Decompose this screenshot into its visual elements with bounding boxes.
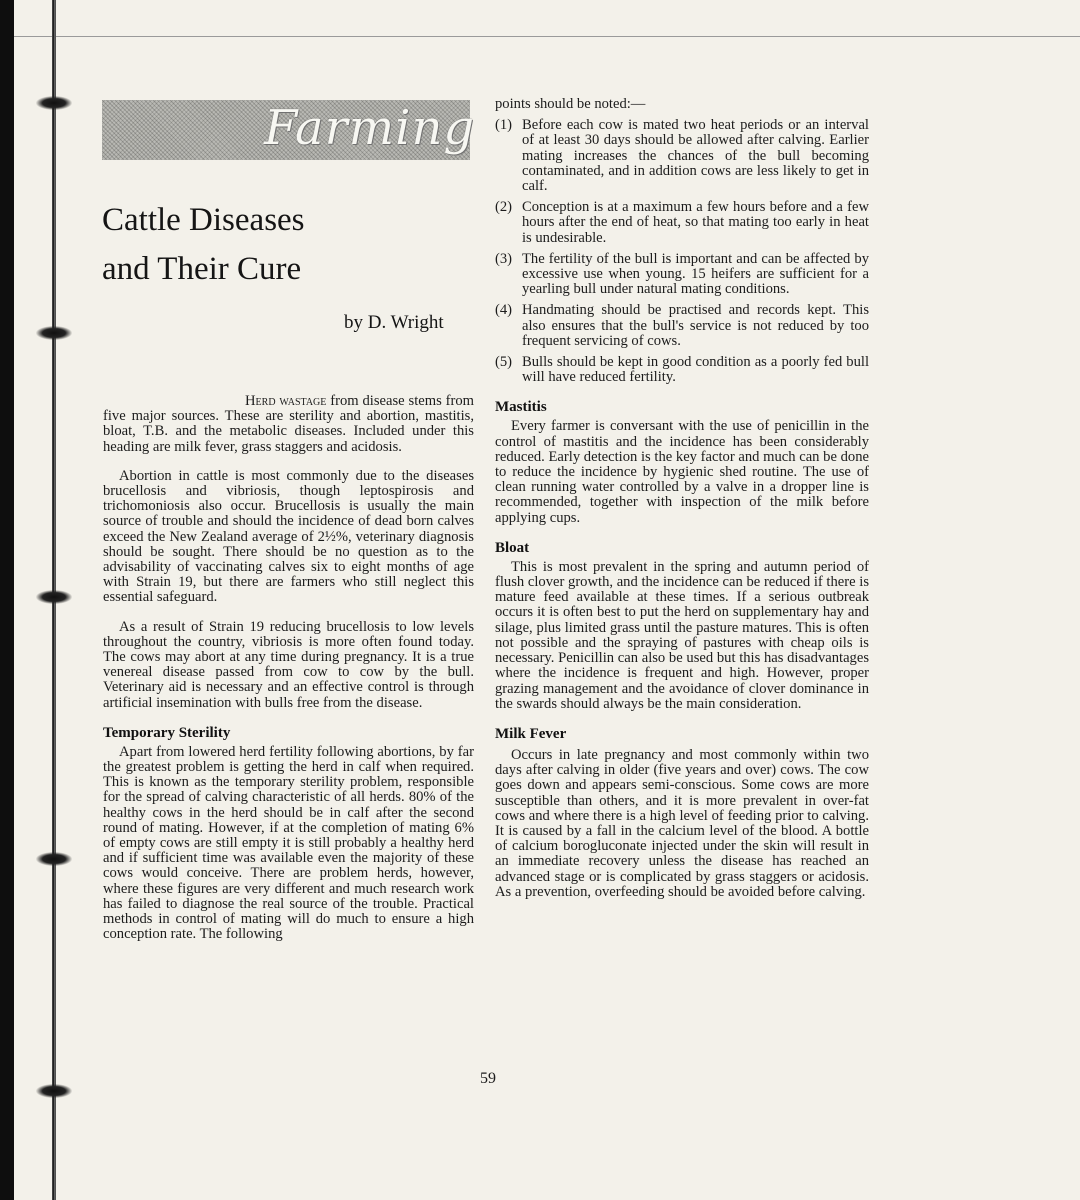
article-title-line-1: Cattle Diseases (102, 202, 305, 238)
heading-temporary-sterility: Temporary Sterility (103, 724, 231, 741)
section-label: Farming (264, 100, 476, 156)
list-item (495, 252, 869, 298)
binding-staple-icon (36, 96, 72, 110)
paragraph-abortion: Abortion in cattle is most commonly due to the diseases brucellosis and vibriosis, though leptospirosis and trichomoniosis also occur. Brucellosis is usually the main source of trouble and should the incidence of dead born calves exceed the New Zealand average of 2½%, veterinary diagnosis should be sought. There should be no question as to the advisability of vaccinating calves six to eight months of age with Strain 19, but there are farmers who still neglect this essential safeguard. (103, 467, 474, 606)
binding-staple-icon (36, 852, 72, 866)
article-title-line-2: and Their Cure (102, 251, 302, 287)
list-item-number: (3) (495, 250, 513, 267)
binding-staple-icon (36, 1084, 72, 1098)
paragraph-sterility: Apart from lowered herd fertility following abortions, by far the greatest problem is getting the herd in calf when required. This is known as the temporary sterility problem, responsible for the spread of calving characteristic of all herds. 80% of the healthy cows in the herd should be in calf after the second round of mating. However, if at the completion of mating 6% of empty cows are still empty it is still probably a healthy herd and if sufficient time was available even the majority of these cows would conceive. There are problem herds, however, where these figures are very different and much research work has failed to diagnose the real source of the trouble. Practical methods in control of mating will do much to ensure a high conception rate. The following (103, 743, 474, 943)
left-column (103, 394, 474, 943)
binding-spine (32, 0, 76, 1200)
list-item-text: Before each cow is mated two heat periods or an interval of at least 30 days should be allowed after calving. Earlier mating increases the chances of the bull becoming contaminated, and in addition cows are less likely to get in calf. (522, 117, 869, 195)
page-number: 59 (480, 1070, 496, 1087)
list-item-text: Handmating should be practised and records kept. This also ensures that the bull's service is not reduced by too frequent servicing of cows. (522, 302, 869, 349)
list-item-text: The fertility of the bull is important and can be affected by excessive use when young. 15 heifers are sufficient for a yearling bull under natural mating conditions. (522, 250, 869, 298)
points-intro: points should be noted:— (495, 96, 646, 112)
list-item (495, 200, 869, 246)
points-list (495, 118, 869, 385)
list-item-number: (2) (495, 199, 513, 216)
list-item (495, 303, 869, 349)
lead-text: from disease stems from five major sources. These are sterility and abortion, mastitis, bloat, T.B. and the metabolic diseases. Included under this heading are milk fever, grass staggers and acidosis. (103, 393, 474, 455)
top-rule (14, 36, 1080, 37)
article-title (102, 196, 482, 294)
lead-paragraph (103, 394, 474, 455)
list-item-number: (1) (495, 117, 513, 134)
paragraph-bloat: This is most prevalent in the spring and autumn period of flush clover growth, and the incidence can be reduced if there is mature feed available at these times. If a serious outbreak occurs it is often best to put the herd on supplementary hay and silage, plus limited grass until the pasture matures. This is often not possible and the spraying of pastures with cheap oils is necessary. Penicillin can also be used but this has disadvantages where the incidence is frequent and high. However, proper grazing management and the avoidance of clover dominance in the swards should always be the main consideration. (495, 558, 869, 712)
list-item (495, 355, 869, 385)
paragraph-milk-fever: Occurs in late pregnancy and most commonly within two days after calving in older (five years and over) cows. The cow goes down and appears semi-conscious. Some cows are more susceptible than others, and it is more prevalent in over-fat cows and where there is a high level of feeding prior to calving. It is caused by a fall in the calcium level of the blood. A bottle of calcium borogluconate injected under the skin will result in an immediate recovery unless the disease has reached an advanced stage or is complicated by grass staggers or acidosis. As a prevention, overfeeding should be avoided before calving. (495, 746, 869, 900)
magazine-page (14, 0, 1080, 1200)
heading-mastitis: Mastitis (495, 399, 547, 416)
list-item-number: (4) (495, 302, 513, 319)
list-item-text: Bulls should be kept in good condition as a poorly fed bull will have reduced fertility. (522, 354, 869, 386)
paragraph-mastitis: Every farmer is conversant with the use of penicillin in the control of mastitis and the incidence has been considerably reduced. Early detection is the key factor and much can be done to reduce the incidence by hygienic shed routine. The use of clean running water controlled by a valve in a dropper line is recommended, together with inspection of the milk before applying cups. (495, 418, 869, 526)
binding-staple-icon (36, 326, 72, 340)
heading-milk-fever: Milk Fever (495, 725, 567, 742)
list-item (495, 118, 869, 194)
list-item-number: (5) (495, 354, 513, 371)
byline: by D. Wright (344, 312, 444, 333)
right-column (495, 97, 869, 900)
list-item-text: Conception is at a maximum a few hours before and a few hours after the end of heat, so that mating too early in heat is undesirable. (522, 199, 869, 246)
paragraph-strain19: As a result of Strain 19 reducing brucellosis to low levels throughout the country, vibriosis is more often found today. The cows may abort at any time during pregnancy. It is a true venereal disease passed from cow to cow by the bull. Veterinary aid is necessary and an effective control is through artificial insemination with bulls free from the disease. (103, 618, 474, 711)
lead-smallcaps: Herd wastage (245, 393, 327, 409)
binding-staple-icon (36, 590, 72, 604)
heading-bloat: Bloat (495, 539, 530, 556)
